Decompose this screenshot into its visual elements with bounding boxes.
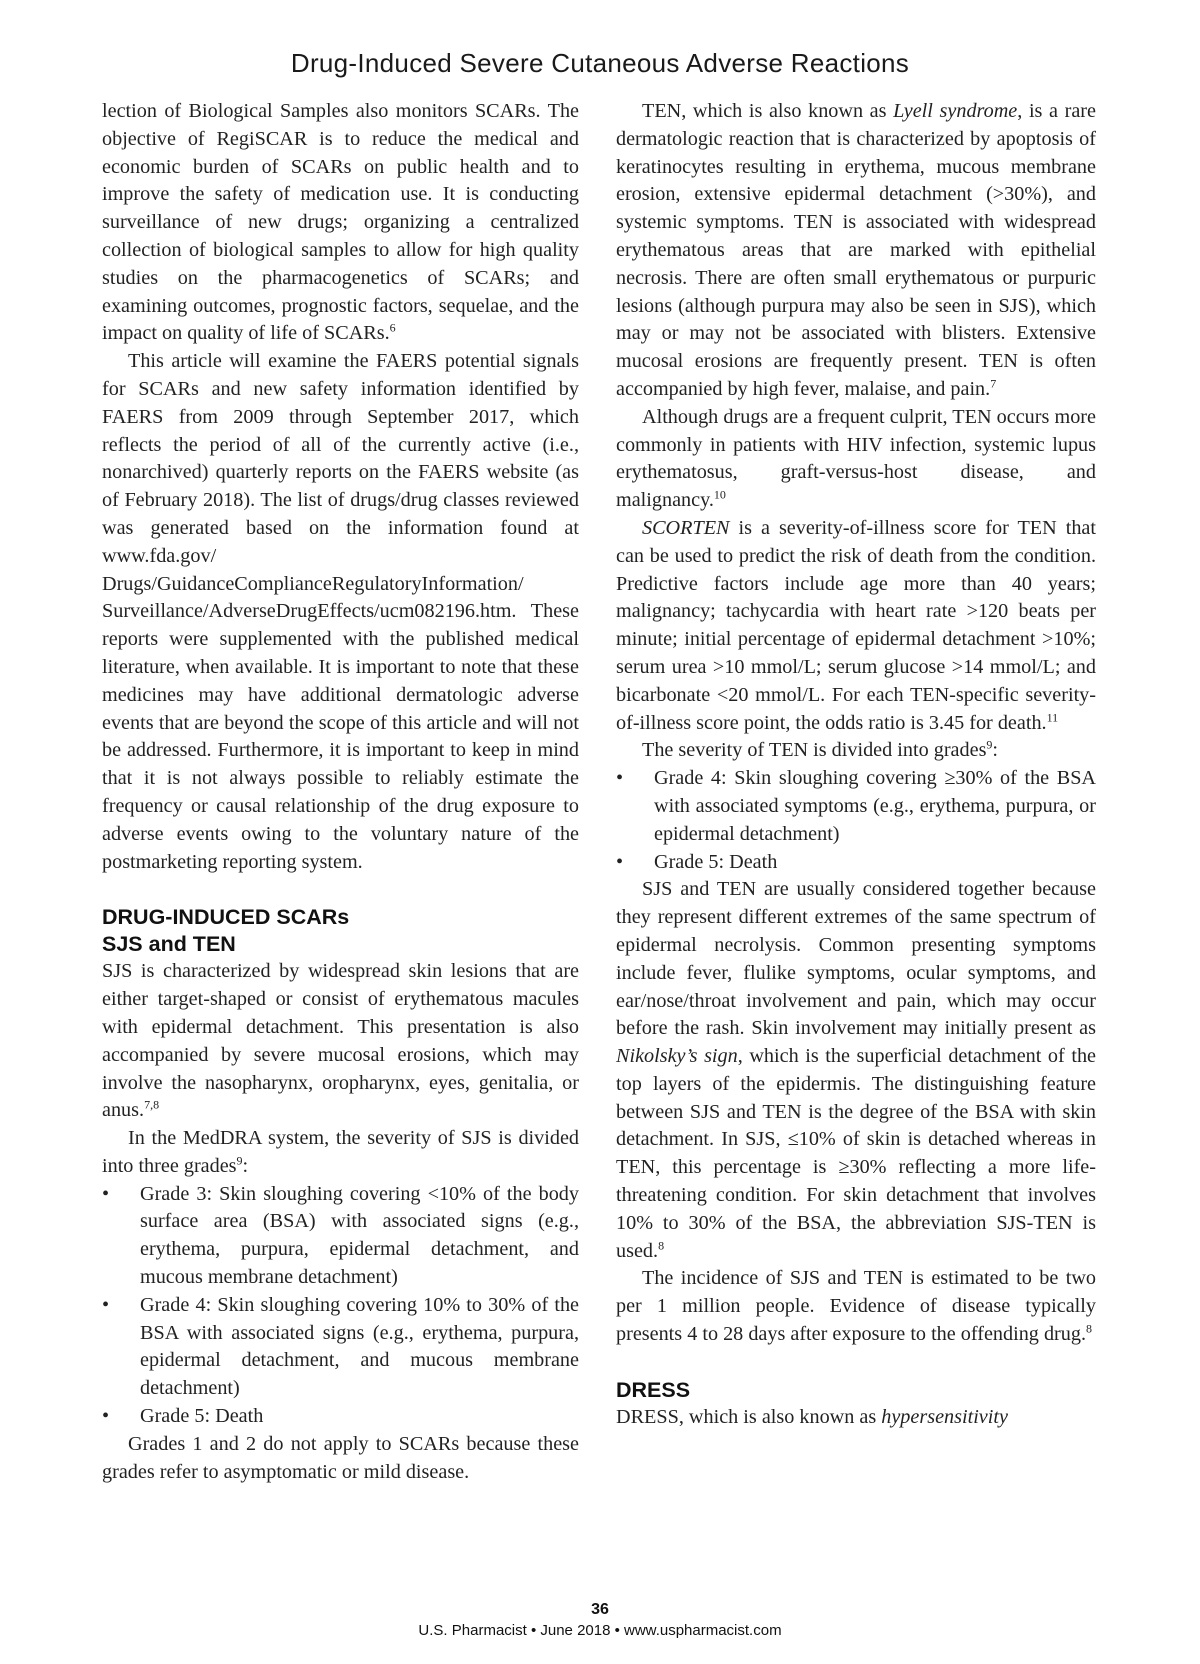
page-number: 36 [591, 1601, 609, 1618]
section-heading: DRESS [616, 1377, 691, 1402]
paragraph: TEN, which is also known as Lyell syndrome, is a rare dermatologic reaction that is characterized by apoptosis of keratinocytes resulting in erythema, mucous membrane erosion, extensive epidermal detachment (>30%), and systemic symptoms. TEN is associated with widespread erythematous areas that are marked with epithelial necrosis. There are often small erythematous or purpuric lesions (although purpura may also be seen in SJS), which may or may not be associated with blisters. Extensive mucosal erosions are frequently present. TEN is often accompanied by high fever, malaise, and pain.$^7$ [616, 100, 1096, 400]
paragraph: This article will examine the FAERS potential signals for SCARs and new safety information identified by FAERS from 2009 through September 2017, which reflects the period of all of the currently active (i.e., nonarchived) quarterly reports on the FAERS website (as of February 2018). The list of drugs/drug classes reviewed was generated based on the information found at www.fda.gov/ Drugs/GuidanceComplianceRegulatoryInformation/ Surveillance/AdverseDrugEffects/ucm082196.htm. These reports were supplemented with the published medical literature, when available. It is important to note that these medicines may have additional dermatologic adverse events that are beyond the scope of this article and will not be addressed. Furthermore, it is important to keep in mind that it is not always possible to reliably estimate the frequency or causal relationship of the drug exposure to adverse events owing to the voluntary nature of the postmarketing reporting system. [102, 350, 579, 873]
left-column [102, 98, 579, 1486]
reference-marker: 11 [1046, 709, 1059, 724]
list-item: • Grade 4: Skin sloughing covering ≥30% of the BSA with associated symptoms (e.g., erythema, purpura, or epidermal detachment) [616, 765, 1096, 848]
paragraph: Grades 1 and 2 do not apply to SCARs because these grades refer to asymptomatic or mild disease. [102, 1432, 579, 1483]
paragraph: SJS and TEN are usually considered together because they represent different extremes of the same spectrum of epidermal necrolysis. Common presenting symptoms include fever, flulike symptoms, ocular symptoms, and ear/nose/throat involvement and pain, which may occur before the rash. Skin involvement may initially present as Nikolsky’s sign, which is the superficial detachment of the top layers of the epidermis. The distinguishing feature between SJS and TEN is the degree of the BSA with skin detachment. In SJS, ≤10% of skin is detached whereas in TEN, this percentage is ≥30% reflecting a more life-threatening condition. For skin detachment that involves 10% to 30% of the BSA, the abbreviation SJS-TEN is used.$^8$ [616, 878, 1096, 1262]
reference-marker: 8 [658, 1237, 665, 1252]
paragraph: In the MedDRA system, the severity of SJS is divided into three grades$^9$: [102, 1127, 579, 1177]
right-column [616, 98, 1096, 1432]
list-item: • Grade 5: Death [102, 1403, 579, 1431]
list-item: • Grade 3: Skin sloughing covering <10% of the body surface area (BSA) with associated signs (e.g., erythema, purpura, epidermal detachment, and mucous membrane detachment) [102, 1181, 579, 1292]
paragraph: SCORTEN is a severity-of-illness score for TEN that can be used to predict the risk of death from the condition. Predictive factors include age more than 40 years; malignancy; tachycardia with heart rate >120 beats per minute; initial percentage of epidermal detachment >10%; serum urea >10 mmol/L; serum glucose >14 mmol/L; and bicarbonate <20 mmol/L. For each TEN-specific severity-of-illness score point, the odds ratio is 3.45 for death.$^{11}$ [616, 516, 1096, 734]
sjs-grade-list [102, 1181, 579, 1431]
reference-marker: 7 [990, 376, 997, 391]
ten-grade-list [616, 765, 1096, 876]
paragraph: DRESS, which is also known as hypersensitivity [616, 1405, 1008, 1428]
reference-marker: 6 [389, 320, 396, 335]
paragraph: The severity of TEN is divided into grades$^9$: [642, 737, 999, 762]
paragraph: lection of Biological Samples also monitors SCARs. The objective of RegiSCAR is to reduce the medical and economic burden of SCARs on public health and to improve the safety of medication use. It is conducting surveillance of new drugs; organizing a centralized collection of biological samples to allow for high quality studies on the pharmacogenetics of SCARs; and examining outcomes, prognostic factors, sequelae, and the impact on quality of life of SCARs.$^6$ [102, 100, 579, 345]
footer-publication: U.S. Pharmacist • June 2018 • www.uspharmacist.com [418, 1622, 782, 1639]
paragraph: Although drugs are a frequent culprit, TEN occurs more commonly in patients with HIV infection, systemic lupus erythematosus, graft-versus-host disease, and malignancy.$^{10}$ [616, 405, 1096, 512]
reference-marker: 8 [1086, 1321, 1092, 1336]
subsection-heading: SJS and TEN [102, 932, 236, 957]
paragraph: The incidence of SJS and TEN is estimated to be two per 1 million people. Evidence of disease typically presents 4 to 28 days after exposure to the offending drug.$^8$ [616, 1267, 1096, 1346]
list-item: • Grade 4: Skin sloughing covering 10% to 30% of the BSA with associated signs (e.g., erythema, purpura, epidermal detachment, and mucous membrane detachment) [102, 1292, 579, 1403]
reference-marker: 9 [986, 737, 993, 752]
section-heading: DRUG-INDUCED SCARs [102, 905, 350, 930]
paragraph: SJS is characterized by widespread skin lesions that are either target-shaped or consist of erythematous macules with epidermal detachment. This presentation is also accompanied by severe mucosal erosions, which may involve the nasopharynx, oropharynx, eyes, genitalia, or anus.$^{7,8}$ [102, 960, 579, 1122]
running-header: Drug-Induced Severe Cutaneous Adverse Reactions [290, 48, 910, 78]
reference-marker: 7,8 [144, 1097, 160, 1112]
reference-marker: 10 [713, 487, 726, 502]
list-item: • Grade 5: Death [616, 849, 1096, 877]
reference-marker: 9 [236, 1153, 243, 1168]
